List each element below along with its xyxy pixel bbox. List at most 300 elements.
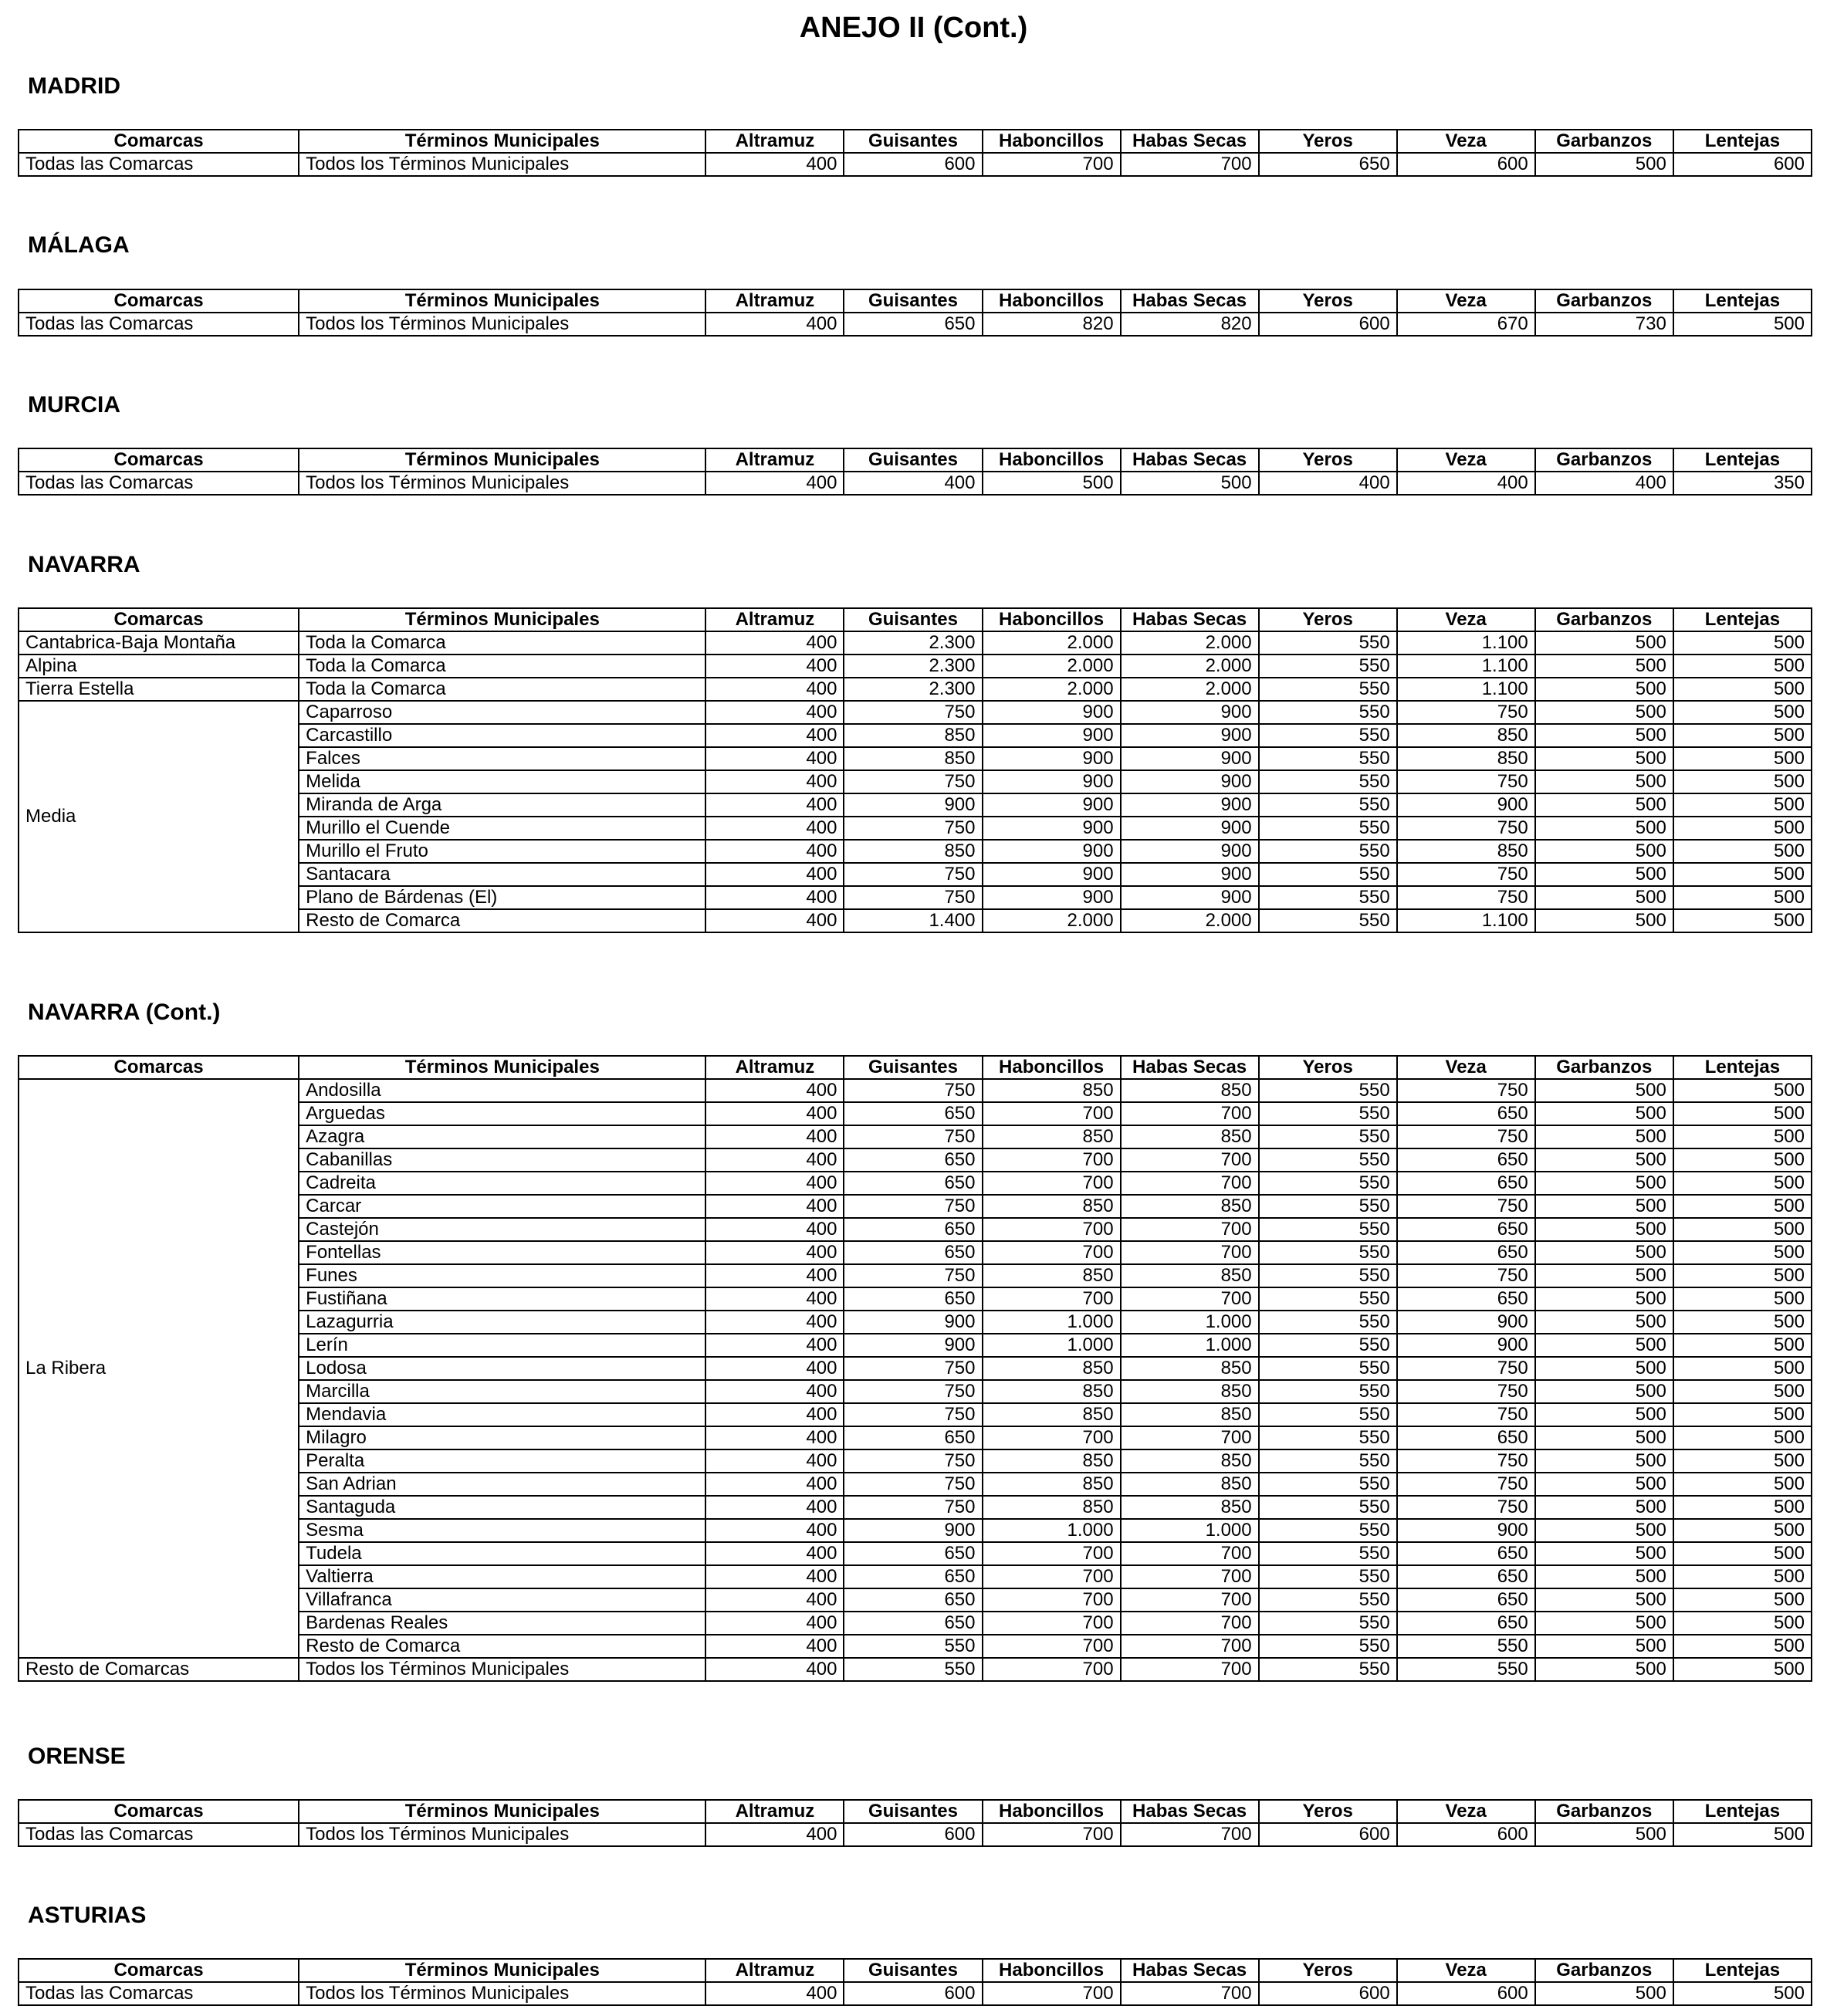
column-header: Yeros xyxy=(1259,130,1397,153)
value-cell: 750 xyxy=(1397,1380,1535,1403)
column-header: Altramuz xyxy=(705,1056,844,1079)
value-cell: 900 xyxy=(844,1334,982,1357)
value-cell: 700 xyxy=(983,1542,1121,1565)
value-cell: 700 xyxy=(1121,1148,1259,1172)
value-cell: 500 xyxy=(1673,1612,1812,1635)
value-cell: 550 xyxy=(1259,1311,1397,1334)
value-cell: 700 xyxy=(983,1172,1121,1195)
value-cell: 500 xyxy=(1535,1264,1673,1287)
value-cell: 900 xyxy=(983,770,1121,793)
value-cell: 400 xyxy=(705,747,844,770)
value-cell: 750 xyxy=(844,1449,982,1473)
value-cell: 500 xyxy=(1673,1079,1812,1102)
value-cell: 1.000 xyxy=(983,1334,1121,1357)
value-cell: 650 xyxy=(1397,1612,1535,1635)
value-cell: 850 xyxy=(983,1357,1121,1380)
value-cell: 600 xyxy=(844,153,982,176)
value-cell: 750 xyxy=(1397,863,1535,886)
value-cell: 500 xyxy=(1535,840,1673,863)
value-cell: 700 xyxy=(1121,1542,1259,1565)
value-cell: 400 xyxy=(705,1519,844,1542)
value-cell: 700 xyxy=(983,1565,1121,1588)
value-cell: 550 xyxy=(1259,1565,1397,1588)
value-cell: 500 xyxy=(1535,1172,1673,1195)
value-cell: 500 xyxy=(1535,1403,1673,1426)
value-cell: 650 xyxy=(844,1588,982,1612)
value-cell: 900 xyxy=(1121,886,1259,909)
value-cell: 400 xyxy=(705,909,844,932)
value-cell: 400 xyxy=(705,1449,844,1473)
value-cell: 700 xyxy=(983,153,1121,176)
value-cell: 550 xyxy=(1259,840,1397,863)
termino-cell: Caparroso xyxy=(299,701,705,724)
header-row xyxy=(19,130,1812,153)
value-cell: 750 xyxy=(1397,1357,1535,1380)
comarca-cell: Todas las Comarcas xyxy=(19,1823,299,1846)
value-cell: 400 xyxy=(705,1823,844,1846)
value-cell: 900 xyxy=(983,863,1121,886)
value-cell: 750 xyxy=(844,1357,982,1380)
column-header: Yeros xyxy=(1259,1056,1397,1079)
column-header: Altramuz xyxy=(705,1800,844,1823)
value-cell: 650 xyxy=(1397,1102,1535,1125)
value-cell: 500 xyxy=(1673,793,1812,817)
value-cell: 400 xyxy=(705,1565,844,1588)
termino-cell: Villafranca xyxy=(299,1588,705,1612)
value-cell: 400 xyxy=(1259,472,1397,495)
table-row xyxy=(19,153,1812,176)
termino-cell: Sesma xyxy=(299,1519,705,1542)
value-cell: 900 xyxy=(1121,793,1259,817)
termino-cell: Cabanillas xyxy=(299,1148,705,1172)
value-cell: 650 xyxy=(1397,1542,1535,1565)
value-cell: 900 xyxy=(983,817,1121,840)
value-cell: 750 xyxy=(1397,1079,1535,1102)
value-cell: 400 xyxy=(844,472,982,495)
column-header: Habas Secas xyxy=(1121,448,1259,472)
value-cell: 500 xyxy=(1673,1496,1812,1519)
value-cell: 500 xyxy=(1535,1823,1673,1846)
value-cell: 550 xyxy=(1259,1172,1397,1195)
termino-cell: Toda la Comarca xyxy=(299,655,705,678)
value-cell: 500 xyxy=(1535,1102,1673,1125)
column-header: Lentejas xyxy=(1673,608,1812,631)
value-cell: 750 xyxy=(844,1473,982,1496)
column-header: Comarcas xyxy=(19,1056,299,1079)
value-cell: 500 xyxy=(1535,863,1673,886)
column-header: Veza xyxy=(1397,448,1535,472)
value-cell: 2.000 xyxy=(983,678,1121,701)
value-cell: 900 xyxy=(844,1519,982,1542)
value-cell: 700 xyxy=(983,1588,1121,1612)
value-cell: 900 xyxy=(844,1311,982,1334)
value-cell: 550 xyxy=(1259,1125,1397,1148)
comarca-cell: Tierra Estella xyxy=(19,678,299,701)
termino-cell: Valtierra xyxy=(299,1565,705,1588)
value-cell: 600 xyxy=(1397,153,1535,176)
value-cell: 550 xyxy=(1259,1287,1397,1311)
termino-cell: Carcar xyxy=(299,1195,705,1218)
column-header: Términos Municipales xyxy=(299,608,705,631)
value-cell: 500 xyxy=(1535,1565,1673,1588)
value-cell: 400 xyxy=(705,1311,844,1334)
value-cell: 850 xyxy=(844,724,982,747)
value-cell: 500 xyxy=(1673,863,1812,886)
termino-cell: Santacara xyxy=(299,863,705,886)
value-cell: 700 xyxy=(1121,1287,1259,1311)
termino-cell: Fustiñana xyxy=(299,1287,705,1311)
column-header: Garbanzos xyxy=(1535,289,1673,313)
value-cell: 2.300 xyxy=(844,678,982,701)
table-row xyxy=(19,1982,1812,2005)
value-cell: 500 xyxy=(1535,1519,1673,1542)
value-cell: 700 xyxy=(1121,1612,1259,1635)
value-cell: 900 xyxy=(983,886,1121,909)
value-cell: 600 xyxy=(1673,153,1812,176)
value-cell: 650 xyxy=(844,1172,982,1195)
section-title: NAVARRA (Cont.) xyxy=(28,1000,221,1025)
value-cell: 700 xyxy=(983,1426,1121,1449)
price-table xyxy=(18,1055,1812,1682)
column-header: Guisantes xyxy=(844,608,982,631)
column-header: Habas Secas xyxy=(1121,130,1259,153)
value-cell: 650 xyxy=(844,1612,982,1635)
value-cell: 500 xyxy=(1535,1334,1673,1357)
value-cell: 700 xyxy=(983,1218,1121,1241)
termino-cell: Peralta xyxy=(299,1449,705,1473)
value-cell: 500 xyxy=(1673,1982,1812,2005)
value-cell: 550 xyxy=(1259,747,1397,770)
value-cell: 1.000 xyxy=(983,1311,1121,1334)
value-cell: 820 xyxy=(983,313,1121,336)
column-header: Comarcas xyxy=(19,448,299,472)
termino-cell: Funes xyxy=(299,1264,705,1287)
value-cell: 400 xyxy=(705,1334,844,1357)
column-header: Comarcas xyxy=(19,1959,299,1982)
section-title: MURCIA xyxy=(28,392,120,418)
value-cell: 550 xyxy=(1259,1241,1397,1264)
section-title: NAVARRA xyxy=(28,552,140,577)
termino-cell: Fontellas xyxy=(299,1241,705,1264)
column-header: Habas Secas xyxy=(1121,289,1259,313)
value-cell: 400 xyxy=(705,655,844,678)
comarca-cell: Media xyxy=(19,701,299,932)
value-cell: 400 xyxy=(705,472,844,495)
value-cell: 1.100 xyxy=(1397,678,1535,701)
value-cell: 850 xyxy=(1121,1473,1259,1496)
column-header: Habas Secas xyxy=(1121,608,1259,631)
value-cell: 550 xyxy=(1259,1588,1397,1612)
header-row xyxy=(19,1056,1812,1079)
value-cell: 600 xyxy=(1397,1823,1535,1846)
value-cell: 750 xyxy=(844,817,982,840)
value-cell: 500 xyxy=(1673,1519,1812,1542)
value-cell: 500 xyxy=(1673,313,1812,336)
header-row xyxy=(19,1959,1812,1982)
termino-cell: Todos los Términos Municipales xyxy=(299,1982,705,2005)
column-header: Yeros xyxy=(1259,1800,1397,1823)
table-row xyxy=(19,678,1812,701)
value-cell: 650 xyxy=(1397,1241,1535,1264)
value-cell: 500 xyxy=(1535,701,1673,724)
value-cell: 400 xyxy=(705,1982,844,2005)
value-cell: 750 xyxy=(844,1195,982,1218)
value-cell: 500 xyxy=(1535,770,1673,793)
table-row xyxy=(19,1079,1812,1102)
table-row xyxy=(19,655,1812,678)
termino-cell: Azagra xyxy=(299,1125,705,1148)
value-cell: 500 xyxy=(1673,770,1812,793)
value-cell: 550 xyxy=(1259,1334,1397,1357)
value-cell: 650 xyxy=(844,1287,982,1311)
column-header: Términos Municipales xyxy=(299,1056,705,1079)
value-cell: 820 xyxy=(1121,313,1259,336)
termino-cell: Lerín xyxy=(299,1334,705,1357)
termino-cell: Bardenas Reales xyxy=(299,1612,705,1635)
value-cell: 500 xyxy=(1673,631,1812,655)
value-cell: 900 xyxy=(983,793,1121,817)
column-header: Altramuz xyxy=(705,1959,844,1982)
value-cell: 650 xyxy=(844,1542,982,1565)
termino-cell: Andosilla xyxy=(299,1079,705,1102)
value-cell: 850 xyxy=(983,1195,1121,1218)
value-cell: 850 xyxy=(1121,1403,1259,1426)
value-cell: 500 xyxy=(1673,701,1812,724)
column-header: Haboncillos xyxy=(983,608,1121,631)
comarca-cell: Alpina xyxy=(19,655,299,678)
column-header: Términos Municipales xyxy=(299,289,705,313)
column-header: Garbanzos xyxy=(1535,1800,1673,1823)
value-cell: 400 xyxy=(705,840,844,863)
value-cell: 500 xyxy=(1673,1125,1812,1148)
value-cell: 500 xyxy=(1535,1449,1673,1473)
value-cell: 750 xyxy=(1397,886,1535,909)
value-cell: 500 xyxy=(1535,886,1673,909)
value-cell: 2.000 xyxy=(1121,631,1259,655)
value-cell: 500 xyxy=(1535,793,1673,817)
value-cell: 1.400 xyxy=(844,909,982,932)
value-cell: 650 xyxy=(844,1426,982,1449)
value-cell: 650 xyxy=(1397,1148,1535,1172)
value-cell: 900 xyxy=(1121,770,1259,793)
column-header: Garbanzos xyxy=(1535,448,1673,472)
value-cell: 550 xyxy=(1259,1658,1397,1681)
section-title: MÁLAGA xyxy=(28,232,130,258)
value-cell: 1.100 xyxy=(1397,655,1535,678)
value-cell: 500 xyxy=(1535,655,1673,678)
value-cell: 550 xyxy=(1259,724,1397,747)
value-cell: 750 xyxy=(844,770,982,793)
price-table xyxy=(18,1958,1812,2006)
value-cell: 500 xyxy=(1535,1496,1673,1519)
value-cell: 550 xyxy=(844,1658,982,1681)
value-cell: 500 xyxy=(1673,1473,1812,1496)
value-cell: 750 xyxy=(1397,1264,1535,1287)
value-cell: 500 xyxy=(1535,1542,1673,1565)
value-cell: 500 xyxy=(1535,1195,1673,1218)
value-cell: 600 xyxy=(1259,1982,1397,2005)
value-cell: 650 xyxy=(844,1102,982,1125)
termino-cell: Murillo el Fruto xyxy=(299,840,705,863)
value-cell: 400 xyxy=(705,1612,844,1635)
value-cell: 500 xyxy=(1673,1403,1812,1426)
section-title: ORENSE xyxy=(28,1744,126,1769)
value-cell: 700 xyxy=(1121,1982,1259,2005)
value-cell: 750 xyxy=(844,886,982,909)
termino-cell: Carcastillo xyxy=(299,724,705,747)
value-cell: 400 xyxy=(1397,472,1535,495)
value-cell: 500 xyxy=(1535,1635,1673,1658)
value-cell: 700 xyxy=(983,1241,1121,1264)
value-cell: 500 xyxy=(1673,1635,1812,1658)
value-cell: 500 xyxy=(1673,1148,1812,1172)
value-cell: 500 xyxy=(1535,724,1673,747)
termino-cell: Milagro xyxy=(299,1426,705,1449)
termino-cell: Mendavia xyxy=(299,1403,705,1426)
value-cell: 400 xyxy=(705,1241,844,1264)
value-cell: 900 xyxy=(1121,747,1259,770)
value-cell: 650 xyxy=(844,1218,982,1241)
column-header: Veza xyxy=(1397,1959,1535,1982)
column-header: Garbanzos xyxy=(1535,130,1673,153)
section-title: MADRID xyxy=(28,73,120,99)
value-cell: 350 xyxy=(1673,472,1812,495)
value-cell: 1.000 xyxy=(983,1519,1121,1542)
value-cell: 500 xyxy=(1121,472,1259,495)
value-cell: 2.300 xyxy=(844,655,982,678)
comarca-cell: Cantabrica-Baja Montaña xyxy=(19,631,299,655)
table-row xyxy=(19,1658,1812,1681)
value-cell: 700 xyxy=(1121,1426,1259,1449)
value-cell: 550 xyxy=(1259,863,1397,886)
value-cell: 500 xyxy=(1673,1565,1812,1588)
column-header: Guisantes xyxy=(844,289,982,313)
comarca-cell: Todas las Comarcas xyxy=(19,313,299,336)
value-cell: 500 xyxy=(1535,747,1673,770)
column-header: Guisantes xyxy=(844,130,982,153)
termino-cell: Arguedas xyxy=(299,1102,705,1125)
termino-cell: Falces xyxy=(299,747,705,770)
value-cell: 500 xyxy=(1535,1982,1673,2005)
value-cell: 500 xyxy=(1673,1334,1812,1357)
termino-cell: Tudela xyxy=(299,1542,705,1565)
value-cell: 400 xyxy=(705,313,844,336)
value-cell: 500 xyxy=(1535,631,1673,655)
value-cell: 750 xyxy=(1397,1449,1535,1473)
value-cell: 700 xyxy=(1121,1823,1259,1846)
value-cell: 500 xyxy=(1673,1195,1812,1218)
value-cell: 550 xyxy=(1259,1102,1397,1125)
column-header: Guisantes xyxy=(844,1800,982,1823)
value-cell: 850 xyxy=(983,1403,1121,1426)
value-cell: 400 xyxy=(705,1588,844,1612)
value-cell: 550 xyxy=(1397,1658,1535,1681)
value-cell: 900 xyxy=(1121,701,1259,724)
value-cell: 400 xyxy=(705,153,844,176)
value-cell: 750 xyxy=(1397,1473,1535,1496)
value-cell: 850 xyxy=(1121,1496,1259,1519)
column-header: Guisantes xyxy=(844,1959,982,1982)
header-row xyxy=(19,608,1812,631)
value-cell: 500 xyxy=(1535,1588,1673,1612)
value-cell: 700 xyxy=(983,1982,1121,2005)
column-header: Veza xyxy=(1397,608,1535,631)
value-cell: 700 xyxy=(1121,1172,1259,1195)
value-cell: 900 xyxy=(844,793,982,817)
value-cell: 700 xyxy=(1121,1565,1259,1588)
value-cell: 500 xyxy=(1535,1079,1673,1102)
comarca-cell: Resto de Comarcas xyxy=(19,1658,299,1681)
comarca-cell: Todas las Comarcas xyxy=(19,153,299,176)
value-cell: 900 xyxy=(983,701,1121,724)
column-header: Altramuz xyxy=(705,289,844,313)
value-cell: 900 xyxy=(983,724,1121,747)
column-header: Veza xyxy=(1397,1800,1535,1823)
column-header: Yeros xyxy=(1259,448,1397,472)
value-cell: 2.000 xyxy=(1121,678,1259,701)
value-cell: 700 xyxy=(1121,1102,1259,1125)
value-cell: 400 xyxy=(705,1357,844,1380)
value-cell: 750 xyxy=(1397,817,1535,840)
value-cell: 550 xyxy=(1259,770,1397,793)
header-row xyxy=(19,289,1812,313)
column-header: Garbanzos xyxy=(1535,608,1673,631)
value-cell: 1.000 xyxy=(1121,1334,1259,1357)
value-cell: 2.000 xyxy=(1121,655,1259,678)
value-cell: 400 xyxy=(705,1635,844,1658)
comarca-cell: Todas las Comarcas xyxy=(19,1982,299,2005)
column-header: Yeros xyxy=(1259,289,1397,313)
column-header: Lentejas xyxy=(1673,1056,1812,1079)
value-cell: 400 xyxy=(705,1172,844,1195)
column-header: Habas Secas xyxy=(1121,1056,1259,1079)
price-table xyxy=(18,129,1812,177)
value-cell: 400 xyxy=(705,1195,844,1218)
value-cell: 500 xyxy=(1535,1148,1673,1172)
value-cell: 550 xyxy=(1259,909,1397,932)
value-cell: 850 xyxy=(1397,840,1535,863)
value-cell: 700 xyxy=(1121,1218,1259,1241)
comarca-cell: Todas las Comarcas xyxy=(19,472,299,495)
value-cell: 600 xyxy=(1397,1982,1535,2005)
value-cell: 700 xyxy=(983,1148,1121,1172)
value-cell: 750 xyxy=(844,1380,982,1403)
column-header: Lentejas xyxy=(1673,130,1812,153)
value-cell: 550 xyxy=(1397,1635,1535,1658)
value-cell: 750 xyxy=(1397,1403,1535,1426)
value-cell: 400 xyxy=(705,631,844,655)
value-cell: 500 xyxy=(1535,817,1673,840)
value-cell: 650 xyxy=(1397,1426,1535,1449)
termino-cell: Resto de Comarca xyxy=(299,909,705,932)
value-cell: 400 xyxy=(705,1380,844,1403)
column-header: Garbanzos xyxy=(1535,1959,1673,1982)
value-cell: 550 xyxy=(1259,1195,1397,1218)
termino-cell: Todos los Términos Municipales xyxy=(299,1823,705,1846)
value-cell: 850 xyxy=(1121,1380,1259,1403)
header-row xyxy=(19,1800,1812,1823)
column-header: Yeros xyxy=(1259,1959,1397,1982)
value-cell: 850 xyxy=(1121,1264,1259,1287)
value-cell: 500 xyxy=(1673,1287,1812,1311)
value-cell: 900 xyxy=(983,747,1121,770)
value-cell: 650 xyxy=(844,1565,982,1588)
column-header: Veza xyxy=(1397,130,1535,153)
value-cell: 850 xyxy=(983,1264,1121,1287)
value-cell: 2.000 xyxy=(983,631,1121,655)
value-cell: 750 xyxy=(844,863,982,886)
value-cell: 850 xyxy=(1121,1079,1259,1102)
